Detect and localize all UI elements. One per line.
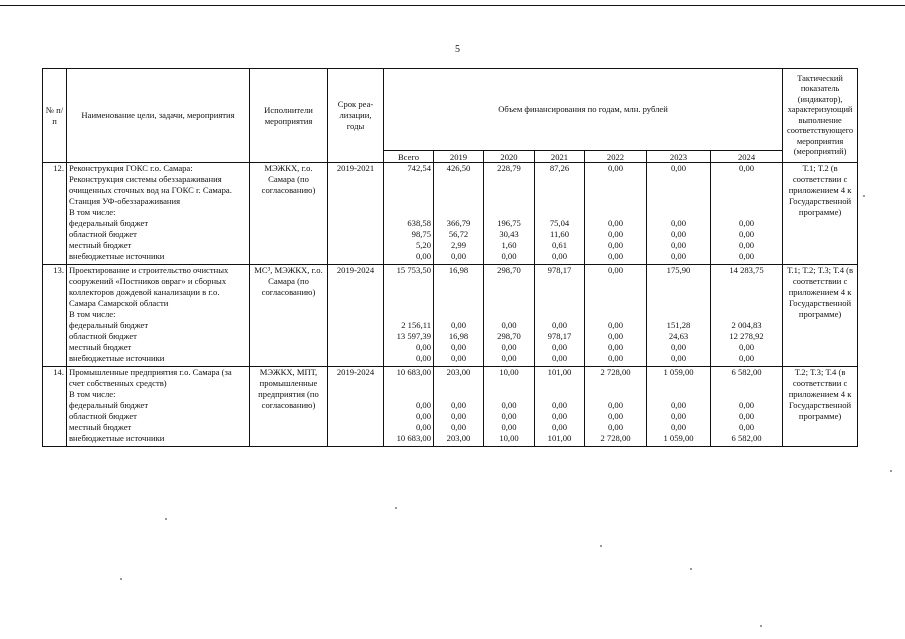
funding-value: 0,00 [711,342,783,353]
empty-cell [647,389,711,400]
funding-value: 0,00 [585,400,647,411]
row-number: 13. [43,265,67,367]
funding-value: 0,00 [711,218,783,229]
table-row [43,389,858,400]
funding-source-label: федеральный бюджет [67,320,250,331]
funding-value: 0,00 [384,422,434,433]
header-name: Наименование цели, задачи, мероприятия [67,69,250,163]
scan-speck [760,625,762,627]
total-value: 15 753,50 [384,265,434,310]
funding-value: 0,00 [434,422,484,433]
total-value: 0,00 [585,265,647,310]
funding-value: 0,00 [647,218,711,229]
funding-value: 0,00 [647,422,711,433]
funding-source-row [43,411,858,422]
funding-value: 0,00 [535,400,585,411]
total-value: 0,00 [585,163,647,208]
funding-value: 0,00 [535,353,585,367]
funding-value: 0,00 [434,251,484,265]
funding-value: 0,00 [585,411,647,422]
funding-value: 10,00 [484,433,535,447]
funding-value: 0,00 [434,342,484,353]
funding-value: 0,00 [434,400,484,411]
measure-name: Промышленные предприятия г.о. Самара (за счет собственных средств) [67,367,250,390]
period: 2019-2024 [328,367,384,447]
page-number: 5 [455,44,460,55]
empty-cell [711,309,783,320]
funding-source-row [43,320,858,331]
funding-value: 0,00 [647,411,711,422]
funding-value: 0,00 [434,320,484,331]
empty-cell [585,389,647,400]
funding-value: 0,00 [585,251,647,265]
empty-cell [535,207,585,218]
funding-value: 13 597,39 [384,331,434,342]
funding-value: 366,79 [434,218,484,229]
measure-name: Реконструкция ГОКС г.о. Самара: Реконструкция системы обеззараживания очищенных сточных вод на ГОКС г. Самара. Станция УФ-обеззараживания [67,163,250,208]
funding-value: 0,00 [711,229,783,240]
funding-value: 5,20 [384,240,434,251]
funding-value: 56,72 [434,229,484,240]
in-that-label: В том числе: [67,389,250,400]
funding-value: 0,00 [484,422,535,433]
funding-value: 0,00 [585,240,647,251]
total-value: 16,98 [434,265,484,310]
row-number: 12. [43,163,67,265]
funding-source-row [43,331,858,342]
period: 2019-2024 [328,265,384,367]
funding-value: 0,00 [585,422,647,433]
empty-cell [434,207,484,218]
total-value: 228,79 [484,163,535,208]
funding-value: 0,00 [484,400,535,411]
funding-value: 0,00 [585,342,647,353]
funding-value: 0,00 [647,240,711,251]
funding-value: 298,70 [484,331,535,342]
funding-value: 0,00 [585,353,647,367]
measure-name: Проектирование и строительство очистных сооружений «Постников овраг» и сборных коллекторов дождевой канализации в г.о. Самара Самарской области [67,265,250,310]
funding-source-label: областной бюджет [67,229,250,240]
empty-cell [384,207,434,218]
total-value: 426,50 [434,163,484,208]
funding-value: 2 156,11 [384,320,434,331]
indicator: Т.1; Т.2 (в соответствии с приложением 4 к Государственной программе) [783,163,858,265]
total-value: 6 582,00 [711,367,783,390]
funding-source-row [43,353,858,367]
header-num: № п/п [43,69,67,163]
funding-value: 0,00 [647,342,711,353]
total-value: 0,00 [647,163,711,208]
funding-value: 101,00 [535,433,585,447]
row-number: 14. [43,367,67,447]
total-value: 203,00 [434,367,484,390]
funding-value: 0,00 [535,251,585,265]
total-value: 175,90 [647,265,711,310]
header-total: Всего [384,151,434,163]
funding-source-label: местный бюджет [67,422,250,433]
in-that-label: В том числе: [67,309,250,320]
executors: МЭЖКХ, МПТ, промышленные предприятия (по согласованию) [250,367,328,447]
empty-cell [535,309,585,320]
funding-value: 10 683,00 [384,433,434,447]
scan-speck [863,195,865,197]
table-row [43,163,858,208]
financing-table [42,68,858,447]
table-row [43,265,858,310]
funding-value: 0,00 [585,331,647,342]
empty-cell [585,207,647,218]
funding-value: 0,00 [711,251,783,265]
top-rule [0,5,905,6]
header-year: 2023 [647,151,711,163]
header-period: Срок реа-лизации, годы [328,69,384,163]
funding-value: 0,00 [647,229,711,240]
funding-source-label: федеральный бюджет [67,400,250,411]
funding-value: 0,00 [434,411,484,422]
funding-value: 0,00 [585,229,647,240]
funding-value: 2 004,83 [711,320,783,331]
total-value: 742,54 [384,163,434,208]
empty-cell [484,309,535,320]
funding-value: 0,00 [484,411,535,422]
scan-speck [165,518,167,520]
funding-value: 203,00 [434,433,484,447]
empty-cell [484,389,535,400]
funding-source-row [43,400,858,411]
funding-value: 1,60 [484,240,535,251]
funding-value: 0,00 [484,353,535,367]
funding-source-label: областной бюджет [67,411,250,422]
funding-value: 0,61 [535,240,585,251]
scan-speck [690,568,692,570]
total-value: 298,70 [484,265,535,310]
header-year: 2022 [585,151,647,163]
funding-source-row [43,229,858,240]
empty-cell [384,309,434,320]
executors: МЭЖКХ, г.о. Самара (по согласованию) [250,163,328,265]
header-financing: Объем финансирования по годам, млн. рублей [384,69,783,151]
scan-speck [120,578,122,580]
table-body [43,163,858,447]
funding-value: 0,00 [484,251,535,265]
total-value: 2 728,00 [585,367,647,390]
funding-value: 0,00 [434,353,484,367]
funding-source-label: внебюджетные источники [67,251,250,265]
funding-source-label: местный бюджет [67,240,250,251]
funding-value: 151,28 [647,320,711,331]
empty-cell [711,389,783,400]
header-year: 2024 [711,151,783,163]
funding-value: 978,17 [535,331,585,342]
total-value: 101,00 [535,367,585,390]
table-row [43,367,858,390]
funding-value: 0,00 [585,320,647,331]
empty-cell [484,207,535,218]
funding-value: 0,00 [535,320,585,331]
funding-value: 0,00 [484,320,535,331]
funding-value: 0,00 [711,240,783,251]
empty-cell [585,309,647,320]
table-row [43,309,858,320]
funding-value: 0,00 [711,400,783,411]
funding-source-row [43,422,858,433]
header-year: 2021 [535,151,585,163]
funding-value: 0,00 [535,422,585,433]
empty-cell [647,207,711,218]
funding-value: 75,04 [535,218,585,229]
in-that-label: В том числе: [67,207,250,218]
empty-cell [647,309,711,320]
funding-value: 30,43 [484,229,535,240]
total-value: 0,00 [711,163,783,208]
funding-source-label: областной бюджет [67,331,250,342]
total-value: 10 683,00 [384,367,434,390]
header-indicator: Тактический показатель (индикатор), характеризующий выполнение соответствующего мероприятия (мероприятий) [783,69,858,163]
funding-value: 11,60 [535,229,585,240]
total-value: 14 283,75 [711,265,783,310]
scan-speck [395,507,397,509]
total-value: 87,26 [535,163,585,208]
funding-value: 0,00 [711,422,783,433]
funding-value: 196,75 [484,218,535,229]
funding-source-label: федеральный бюджет [67,218,250,229]
funding-source-label: внебюджетные источники [67,353,250,367]
funding-source-row [43,240,858,251]
funding-value: 0,00 [647,400,711,411]
funding-value: 0,00 [384,251,434,265]
empty-cell [434,389,484,400]
funding-value: 0,00 [711,411,783,422]
funding-value: 638,58 [384,218,434,229]
funding-source-label: местный бюджет [67,342,250,353]
empty-cell [711,207,783,218]
funding-value: 16,98 [434,331,484,342]
empty-cell [434,309,484,320]
funding-value: 0,00 [484,342,535,353]
header-year: 2020 [484,151,535,163]
funding-value: 98,75 [384,229,434,240]
funding-value: 2 728,00 [585,433,647,447]
funding-value: 0,00 [647,251,711,265]
funding-value: 24,63 [647,331,711,342]
funding-value: 0,00 [384,400,434,411]
total-value: 978,17 [535,265,585,310]
empty-cell [384,389,434,400]
funding-value: 0,00 [384,342,434,353]
funding-value: 6 582,00 [711,433,783,447]
header-executors: Исполнители мероприятия [250,69,328,163]
funding-value: 0,00 [535,411,585,422]
indicator: Т.2; Т.3; Т.4 (в соответствии с приложением 4 к Государственной программе) [783,367,858,447]
funding-source-row [43,218,858,229]
funding-value: 12 278,92 [711,331,783,342]
funding-value: 1 059,00 [647,433,711,447]
total-value: 1 059,00 [647,367,711,390]
funding-source-row [43,342,858,353]
funding-source-row [43,433,858,447]
funding-value: 0,00 [535,342,585,353]
funding-value: 0,00 [585,218,647,229]
header-year: 2019 [434,151,484,163]
scan-speck [890,470,892,472]
empty-cell [535,389,585,400]
funding-source-label: внебюджетные источники [67,433,250,447]
scan-speck [600,545,602,547]
total-value: 10,00 [484,367,535,390]
executors: МС³, МЭЖКХ, г.о. Самара (по согласованию) [250,265,328,367]
funding-value: 0,00 [711,353,783,367]
funding-source-row [43,251,858,265]
period: 2019-2021 [328,163,384,265]
funding-value: 0,00 [384,411,434,422]
funding-value: 0,00 [647,353,711,367]
funding-value: 0,00 [384,353,434,367]
funding-value: 2,99 [434,240,484,251]
indicator: Т.1; Т.2; Т.3; Т.4 (в соответствии с приложением 4 к Государственной программе) [783,265,858,367]
table-row [43,207,858,218]
